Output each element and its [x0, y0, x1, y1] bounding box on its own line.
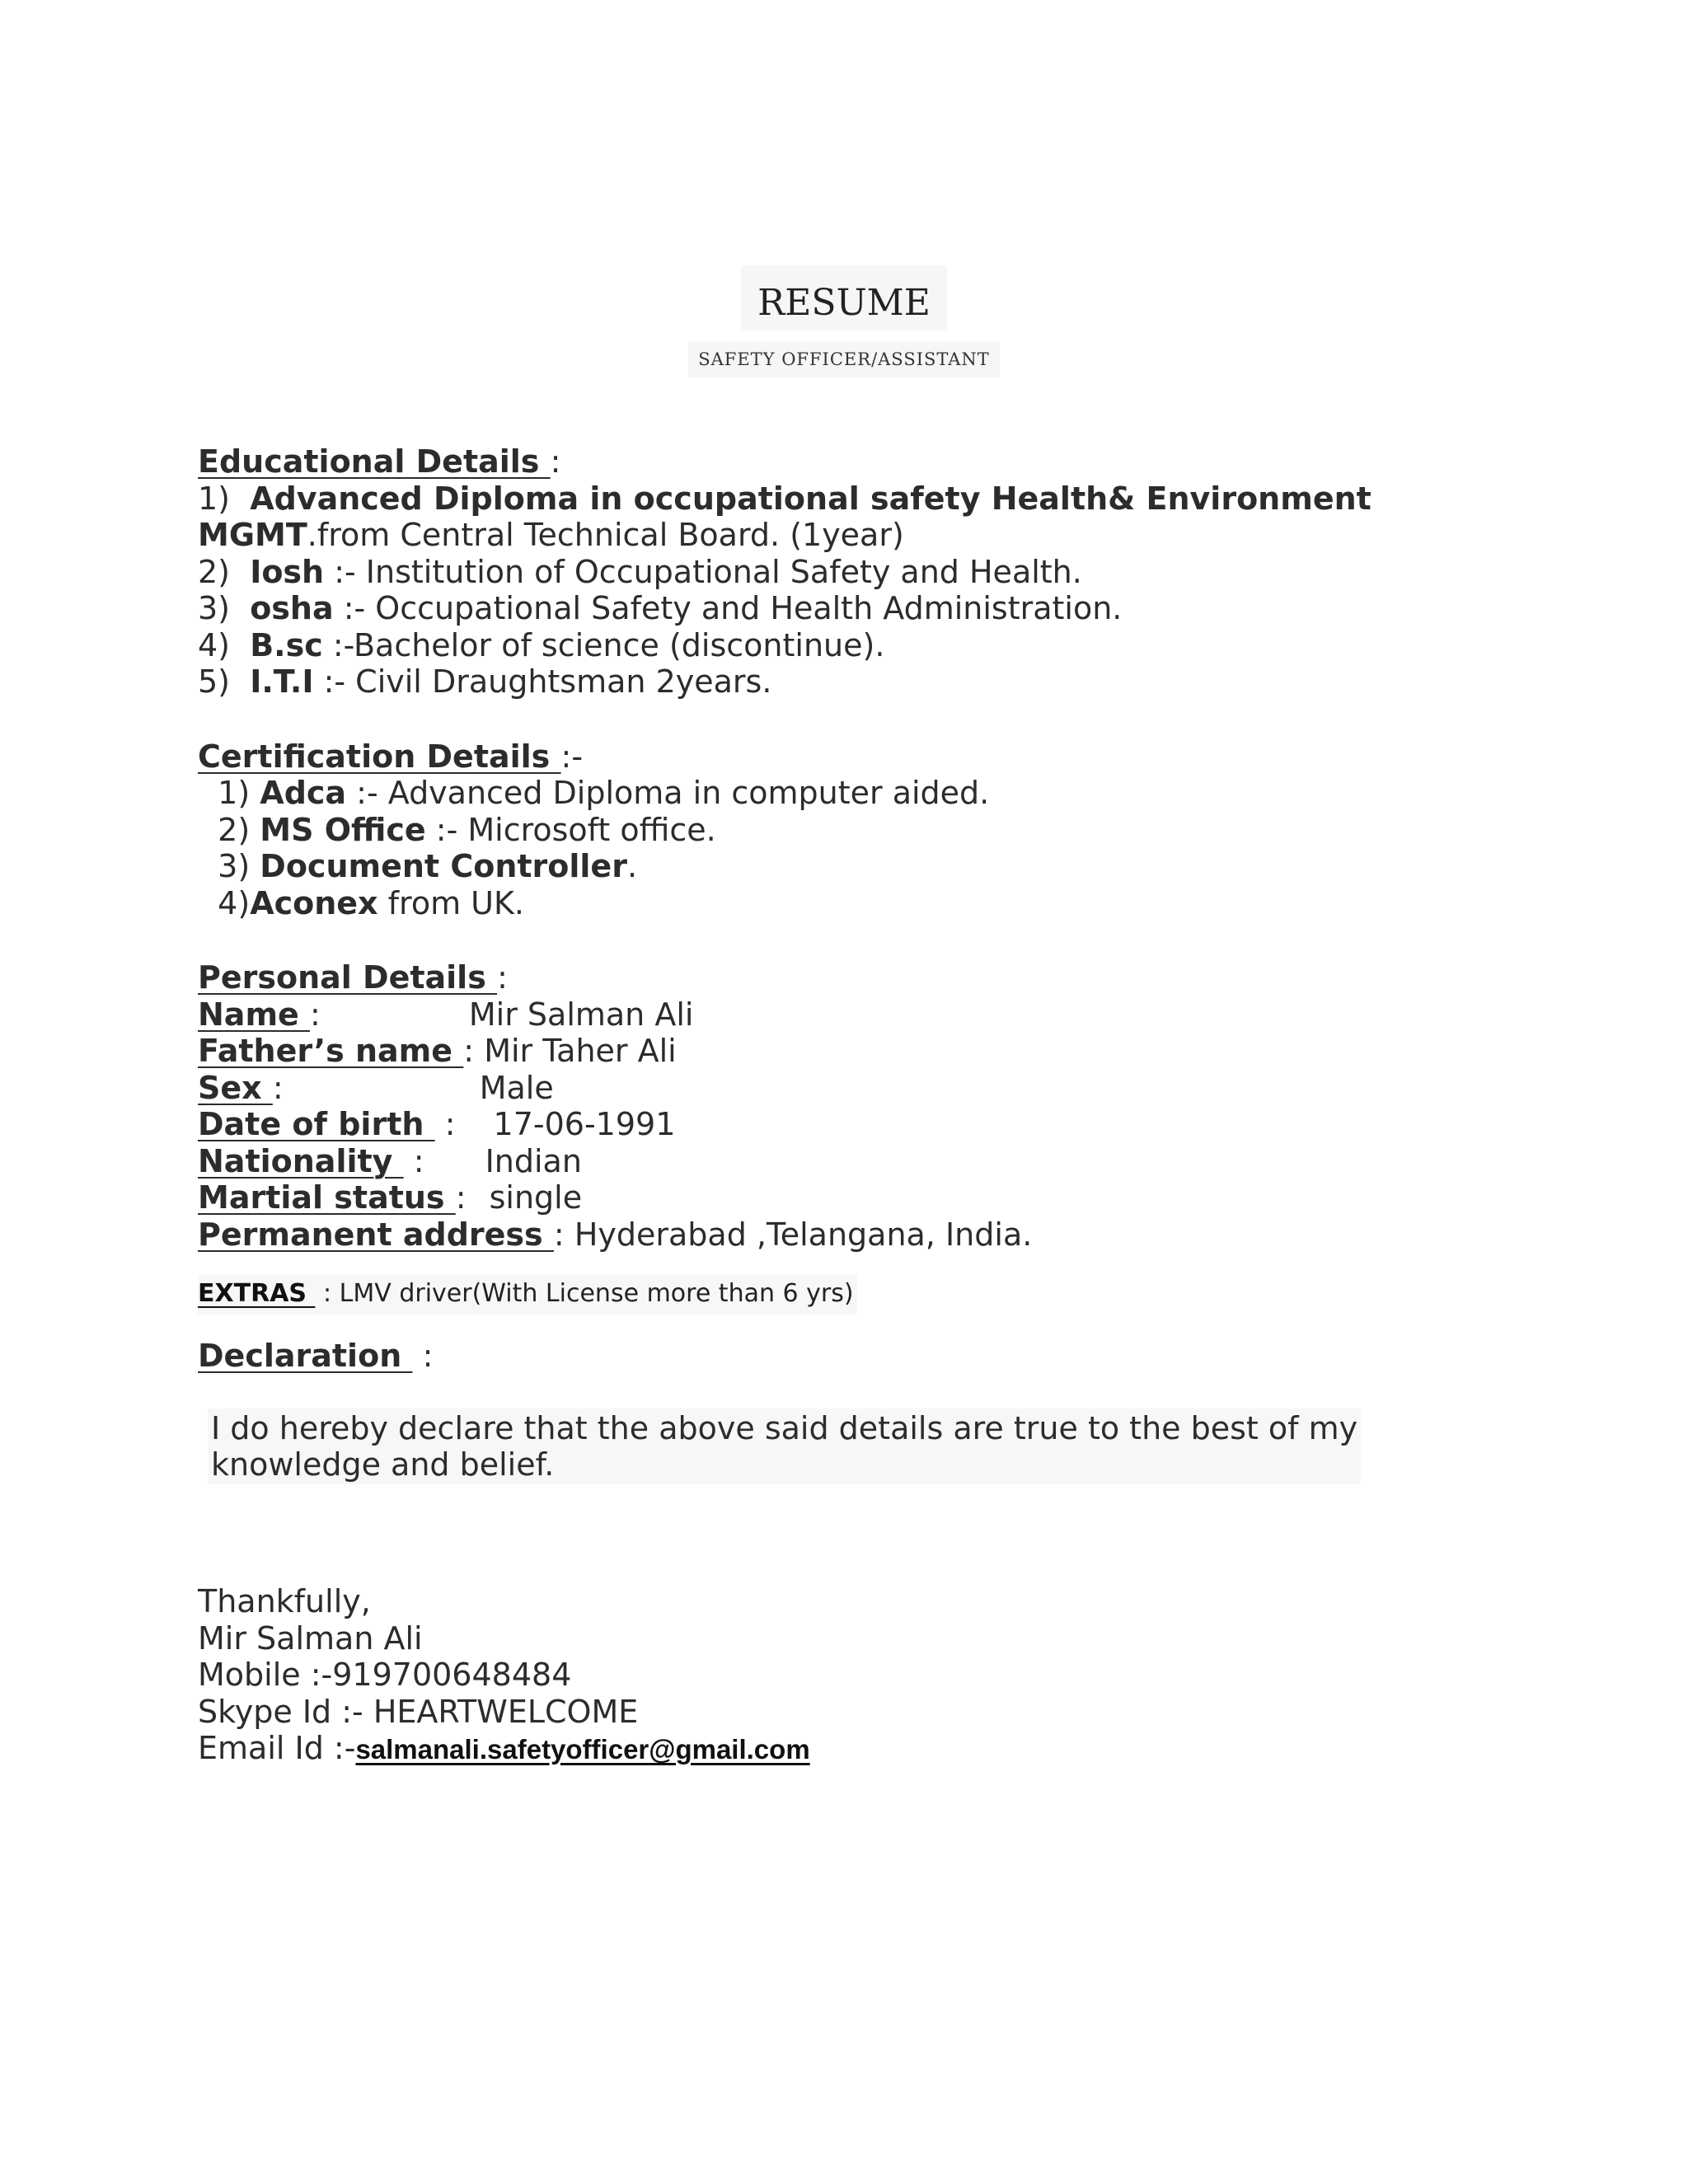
certification-item: 1) Adca :- Advanced Diploma in computer aided.: [208, 775, 990, 811]
personal-field-marital: Martial status : single: [198, 1179, 583, 1216]
section-gap: [198, 921, 1599, 959]
extras-line: EXTRAS : LMV driver(With License more than 6 yrs): [198, 1274, 857, 1315]
education-item: 5) I.T.I :- Civil Draughtsman 2years.: [198, 663, 772, 700]
page-title: RESUME: [741, 265, 947, 330]
personal-field-nationality: Nationality : Indian: [198, 1142, 582, 1179]
education-item: 2) Iosh :- Institution of Occupational Safety and Health.: [198, 553, 1082, 590]
email-link[interactable]: salmanali.safetyofficer@gmail.com: [355, 1734, 810, 1765]
closing-text: Thankfully,: [198, 1583, 371, 1619]
signoff-name: Mir Salman Ali: [198, 1619, 423, 1657]
certification-item: 2) MS Office :- Microsoft office.: [208, 811, 716, 848]
page-subtitle: SAFETY OFFICER/ASSISTANT: [688, 341, 1000, 377]
contact-mobile: Mobile :-919700648484: [198, 1657, 572, 1693]
declaration-text: I do hereby declare that the above said details are true to the best of my knowledge and belief.: [208, 1408, 1361, 1484]
education-item: 3) osha :- Occupational Safety and Health Administration.: [198, 590, 1123, 626]
subtitle-block: [0, 341, 1688, 377]
personal-field-address: Permanent address : Hyderabad ,Telangana, India.: [198, 1216, 1033, 1253]
education-item: 4) B.sc :-Bachelor of science (discontinue).: [198, 626, 885, 663]
personal-field-dob: Date of birth : 17-06-1991: [198, 1106, 676, 1142]
section-gap: [198, 1484, 1599, 1583]
education-item: 1) Advanced Diploma in occupational safety Health& Environment: [198, 480, 1372, 517]
resume-content: [198, 443, 1599, 1767]
education-item: MGMT.from Central Technical Board. (1year): [198, 517, 904, 553]
education-heading: Educational Details :: [198, 443, 561, 480]
title-block: [0, 265, 1688, 330]
certification-item: 3) Document Controller.: [208, 848, 638, 884]
personal-heading: Personal Details :: [198, 959, 508, 996]
contact-email: Email Id :-salmanali.safetyofficer@gmail.com: [198, 1730, 810, 1766]
personal-field-name: Name : Mir Salman Ali: [198, 996, 694, 1033]
personal-field-sex: Sex : Male: [198, 1069, 554, 1106]
section-gap: [198, 1374, 1599, 1408]
contact-skype: Skype Id :- HEARTWELCOME: [198, 1693, 639, 1730]
certification-heading: Certification Details :-: [198, 738, 584, 775]
declaration-heading: Declaration :: [198, 1337, 434, 1374]
section-gap: [198, 701, 1599, 738]
certification-item: 4)Aconex from UK.: [208, 884, 524, 921]
personal-field-father: Father’s name : Mir Taher Ali: [198, 1033, 677, 1069]
